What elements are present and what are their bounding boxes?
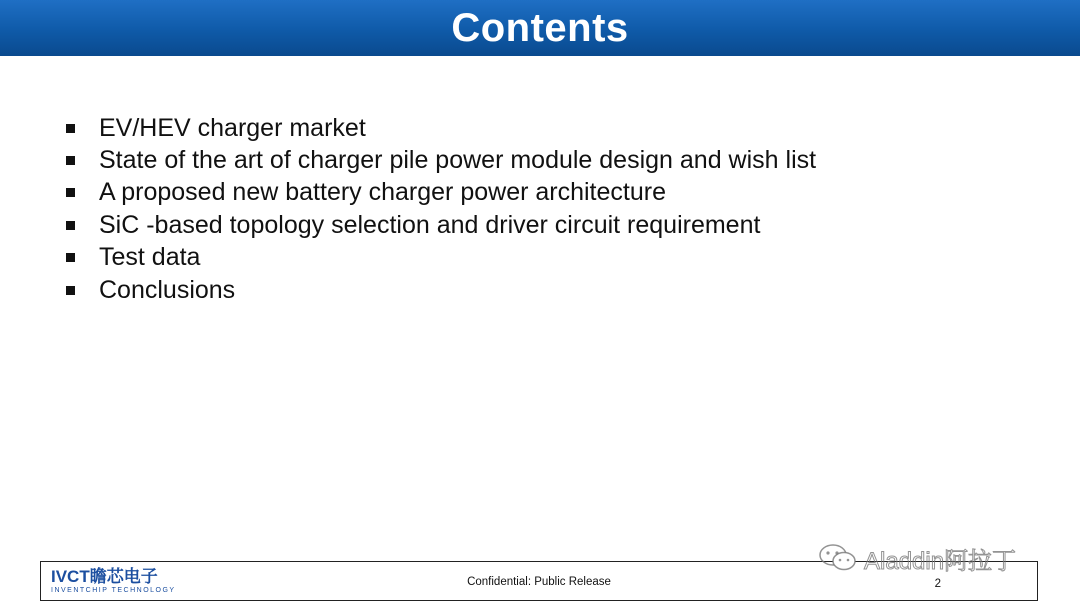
page-number: 2	[934, 578, 941, 590]
bullet-square-icon	[66, 286, 75, 295]
list-item-text: EV/HEV charger market	[99, 113, 366, 142]
watermark	[818, 540, 1016, 576]
list-item-text: State of the art of charger pile power module design and wish list	[99, 146, 817, 175]
wechat-icon	[818, 542, 858, 574]
confidential-label: Confidential: Public Release	[467, 576, 611, 588]
bullet-square-icon	[66, 124, 75, 133]
slide-title: Contents	[451, 5, 629, 50]
list-item	[66, 177, 816, 209]
bullet-square-icon	[66, 253, 75, 262]
list-item	[66, 144, 816, 176]
list-item	[66, 242, 816, 274]
bullet-square-icon	[66, 221, 75, 230]
logo-sub-text: INVENTCHIP TECHNOLOGY	[51, 587, 176, 594]
list-item-text: Conclusions	[99, 275, 236, 304]
list-item-text: SiC -based topology selection and driver circuit requirement	[99, 210, 761, 239]
bullet-square-icon	[66, 156, 75, 165]
title-bar	[0, 0, 1080, 56]
list-item	[66, 209, 816, 241]
logo-main-text: IVCT瞻芯电子	[51, 567, 158, 586]
bullet-square-icon	[66, 188, 75, 197]
list-item-text: Test data	[99, 243, 201, 272]
contents-list	[66, 112, 816, 306]
list-item	[66, 112, 816, 144]
list-item	[66, 274, 816, 306]
watermark-text: Aladdin阿拉丁	[864, 547, 1017, 575]
list-item-text: A proposed new battery charger power architecture	[99, 178, 666, 207]
